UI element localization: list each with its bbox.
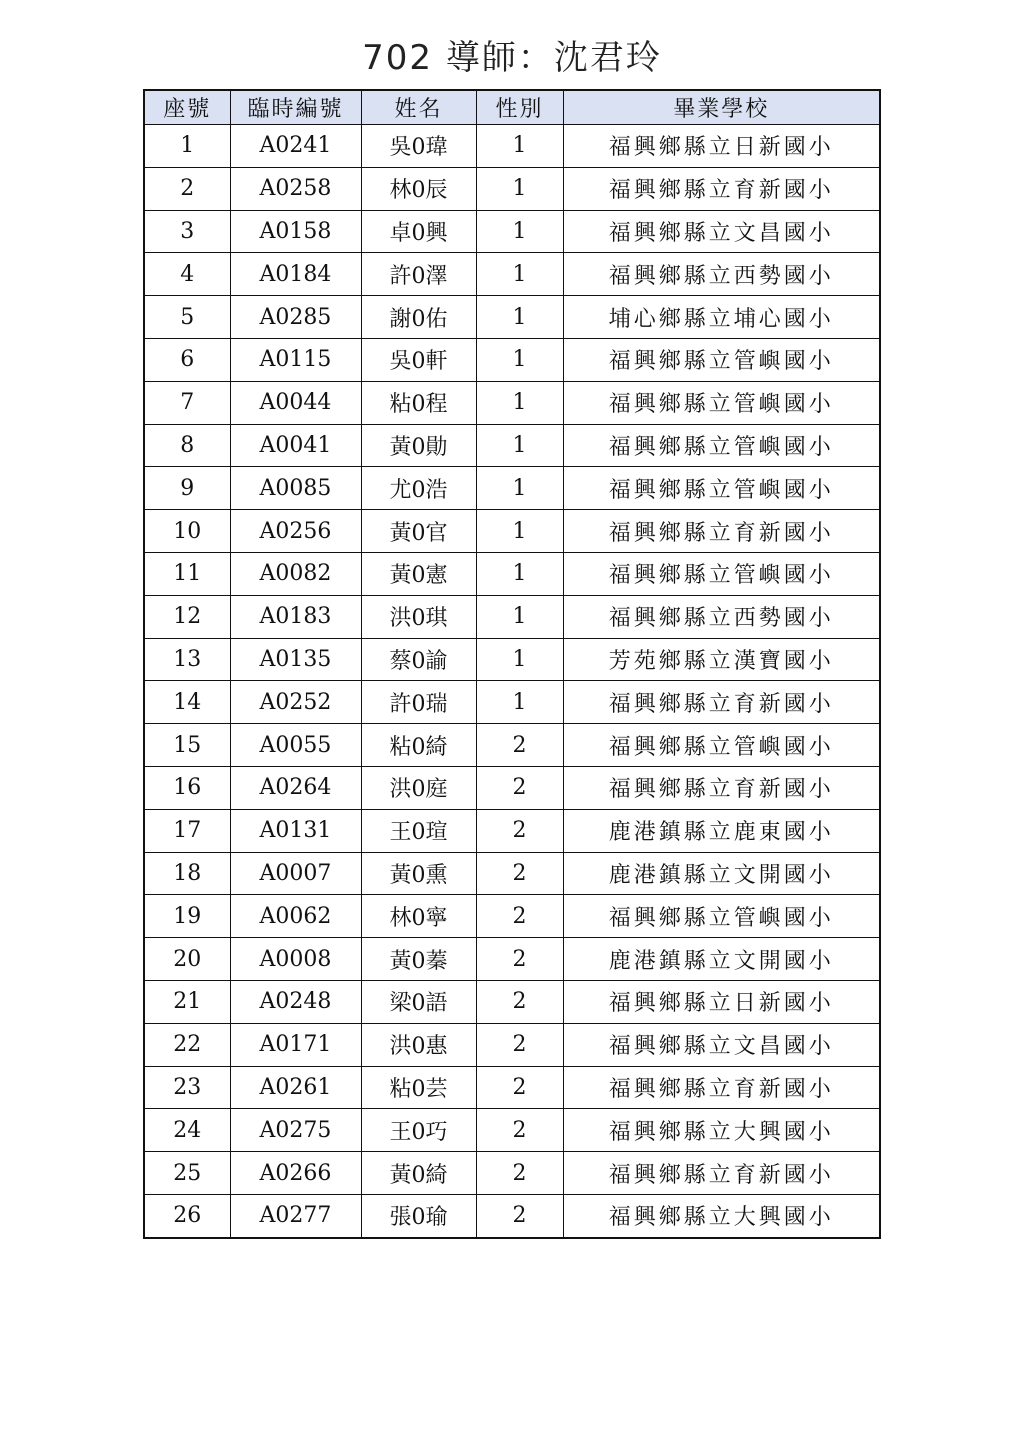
cell-school: 福興鄉縣立管嶼國小 (563, 381, 880, 424)
cell-seat-number: 8 (144, 424, 230, 467)
cell-school: 福興鄉縣立文昌國小 (563, 1023, 880, 1066)
cell-school: 福興鄉縣立育新國小 (563, 681, 880, 724)
header-row (144, 90, 880, 125)
cell-seat-number: 15 (144, 724, 230, 767)
cell-name: 黃0蓁 (361, 938, 476, 981)
header-name: 姓名 (361, 90, 476, 125)
cell-temp-id: A0241 (230, 125, 361, 168)
cell-school: 福興鄉縣立育新國小 (563, 1066, 880, 1109)
cell-school: 福興鄉縣立管嶼國小 (563, 895, 880, 938)
cell-school: 福興鄉縣立日新國小 (563, 125, 880, 168)
cell-seat-number: 9 (144, 467, 230, 510)
cell-seat-number: 21 (144, 980, 230, 1023)
cell-name: 黃0憲 (361, 552, 476, 595)
cell-school: 福興鄉縣立育新國小 (563, 1152, 880, 1195)
cell-name: 吳0軒 (361, 338, 476, 381)
cell-name: 吳0瑋 (361, 125, 476, 168)
table-row (144, 595, 880, 638)
table-row (144, 809, 880, 852)
cell-school: 福興鄉縣立大興國小 (563, 1194, 880, 1237)
cell-temp-id: A0183 (230, 595, 361, 638)
page-title: 702 導師：沈君玲 (362, 38, 662, 78)
cell-school: 福興鄉縣立育新國小 (563, 510, 880, 553)
cell-seat-number: 11 (144, 552, 230, 595)
table-row (144, 638, 880, 681)
table-row (144, 1152, 880, 1195)
cell-temp-id: A0062 (230, 895, 361, 938)
cell-gender: 2 (476, 1152, 563, 1195)
cell-temp-id: A0171 (230, 1023, 361, 1066)
cell-seat-number: 24 (144, 1109, 230, 1152)
cell-name: 黃0綺 (361, 1152, 476, 1195)
cell-temp-id: A0264 (230, 766, 361, 809)
cell-temp-id: A0007 (230, 852, 361, 895)
cell-seat-number: 17 (144, 809, 230, 852)
cell-seat-number: 7 (144, 381, 230, 424)
cell-temp-id: A0044 (230, 381, 361, 424)
table-row (144, 1109, 880, 1152)
cell-seat-number: 10 (144, 510, 230, 553)
cell-name: 洪0庭 (361, 766, 476, 809)
cell-seat-number: 26 (144, 1194, 230, 1237)
cell-temp-id: A0252 (230, 681, 361, 724)
table-row (144, 552, 880, 595)
cell-seat-number: 6 (144, 338, 230, 381)
cell-temp-id: A0261 (230, 1066, 361, 1109)
cell-temp-id: A0285 (230, 296, 361, 339)
cell-gender: 2 (476, 1109, 563, 1152)
cell-name: 黃0官 (361, 510, 476, 553)
cell-temp-id: A0277 (230, 1194, 361, 1237)
cell-school: 福興鄉縣立育新國小 (563, 766, 880, 809)
cell-temp-id: A0275 (230, 1109, 361, 1152)
table-row (144, 1194, 880, 1237)
table-row (144, 766, 880, 809)
cell-name: 黃0勛 (361, 424, 476, 467)
table-row (144, 467, 880, 510)
cell-name: 張0瑜 (361, 1194, 476, 1237)
cell-school: 鹿港鎮縣立鹿東國小 (563, 809, 880, 852)
cell-name: 粘0程 (361, 381, 476, 424)
cell-gender: 1 (476, 125, 563, 168)
table-row (144, 938, 880, 981)
cell-gender: 2 (476, 980, 563, 1023)
cell-gender: 2 (476, 938, 563, 981)
cell-school: 福興鄉縣立文昌國小 (563, 210, 880, 253)
header-gender: 性別 (476, 90, 563, 125)
cell-seat-number: 18 (144, 852, 230, 895)
cell-seat-number: 5 (144, 296, 230, 339)
table-row (144, 510, 880, 553)
table-row (144, 1023, 880, 1066)
cell-gender: 1 (476, 338, 563, 381)
cell-temp-id: A0184 (230, 253, 361, 296)
cell-temp-id: A0248 (230, 980, 361, 1023)
cell-school: 福興鄉縣立管嶼國小 (563, 424, 880, 467)
student-roster-table (143, 89, 881, 1239)
cell-temp-id: A0082 (230, 552, 361, 595)
cell-name: 王0巧 (361, 1109, 476, 1152)
cell-temp-id: A0256 (230, 510, 361, 553)
cell-gender: 1 (476, 467, 563, 510)
cell-name: 粘0綺 (361, 724, 476, 767)
cell-seat-number: 4 (144, 253, 230, 296)
cell-school: 福興鄉縣立日新國小 (563, 980, 880, 1023)
cell-gender: 1 (476, 638, 563, 681)
table-row (144, 980, 880, 1023)
cell-school: 福興鄉縣立管嶼國小 (563, 338, 880, 381)
cell-school: 埔心鄉縣立埔心國小 (563, 296, 880, 339)
cell-gender: 1 (476, 510, 563, 553)
cell-temp-id: A0085 (230, 467, 361, 510)
header-school: 畢業學校 (563, 90, 880, 125)
cell-gender: 2 (476, 1194, 563, 1237)
cell-temp-id: A0258 (230, 167, 361, 210)
cell-school: 福興鄉縣立大興國小 (563, 1109, 880, 1152)
cell-seat-number: 20 (144, 938, 230, 981)
cell-gender: 2 (476, 1023, 563, 1066)
cell-name: 洪0琪 (361, 595, 476, 638)
cell-gender: 1 (476, 381, 563, 424)
cell-gender: 2 (476, 1066, 563, 1109)
table-row (144, 895, 880, 938)
cell-name: 粘0芸 (361, 1066, 476, 1109)
cell-school: 福興鄉縣立管嶼國小 (563, 467, 880, 510)
table-row (144, 424, 880, 467)
table-header (144, 90, 880, 125)
cell-school: 福興鄉縣立西勢國小 (563, 253, 880, 296)
cell-name: 蔡0諭 (361, 638, 476, 681)
cell-name: 卓0興 (361, 210, 476, 253)
table-row (144, 681, 880, 724)
cell-temp-id: A0041 (230, 424, 361, 467)
cell-name: 黃0熏 (361, 852, 476, 895)
table-row (144, 167, 880, 210)
cell-seat-number: 19 (144, 895, 230, 938)
cell-seat-number: 2 (144, 167, 230, 210)
cell-gender: 1 (476, 296, 563, 339)
cell-name: 謝0佑 (361, 296, 476, 339)
cell-gender: 1 (476, 552, 563, 595)
cell-gender: 1 (476, 210, 563, 253)
cell-name: 洪0惠 (361, 1023, 476, 1066)
cell-seat-number: 1 (144, 125, 230, 168)
cell-school: 鹿港鎮縣立文開國小 (563, 938, 880, 981)
cell-name: 林0辰 (361, 167, 476, 210)
cell-gender: 1 (476, 167, 563, 210)
cell-school: 芳苑鄉縣立漢寶國小 (563, 638, 880, 681)
cell-seat-number: 13 (144, 638, 230, 681)
table-row (144, 381, 880, 424)
cell-gender: 2 (476, 895, 563, 938)
cell-seat-number: 25 (144, 1152, 230, 1195)
cell-gender: 1 (476, 253, 563, 296)
cell-seat-number: 12 (144, 595, 230, 638)
table-row (144, 253, 880, 296)
cell-school: 福興鄉縣立育新國小 (563, 167, 880, 210)
cell-gender: 2 (476, 724, 563, 767)
cell-seat-number: 14 (144, 681, 230, 724)
header-temp-id: 臨時編號 (230, 90, 361, 125)
cell-temp-id: A0158 (230, 210, 361, 253)
cell-temp-id: A0135 (230, 638, 361, 681)
cell-gender: 2 (476, 852, 563, 895)
cell-gender: 1 (476, 424, 563, 467)
cell-temp-id: A0055 (230, 724, 361, 767)
table-row (144, 125, 880, 168)
table-row (144, 724, 880, 767)
cell-school: 福興鄉縣立西勢國小 (563, 595, 880, 638)
cell-gender: 2 (476, 809, 563, 852)
header-seat-number: 座號 (144, 90, 230, 125)
cell-school: 鹿港鎮縣立文開國小 (563, 852, 880, 895)
cell-temp-id: A0115 (230, 338, 361, 381)
cell-school: 福興鄉縣立管嶼國小 (563, 552, 880, 595)
cell-name: 許0瑞 (361, 681, 476, 724)
cell-temp-id: A0008 (230, 938, 361, 981)
cell-name: 林0寧 (361, 895, 476, 938)
table-row (144, 1066, 880, 1109)
cell-name: 王0瑄 (361, 809, 476, 852)
cell-gender: 1 (476, 595, 563, 638)
cell-temp-id: A0131 (230, 809, 361, 852)
table-row (144, 852, 880, 895)
cell-seat-number: 3 (144, 210, 230, 253)
table-row (144, 296, 880, 339)
table-row (144, 338, 880, 381)
table-body (144, 125, 880, 1238)
cell-seat-number: 22 (144, 1023, 230, 1066)
cell-gender: 2 (476, 766, 563, 809)
cell-gender: 1 (476, 681, 563, 724)
cell-seat-number: 16 (144, 766, 230, 809)
cell-name: 許0澤 (361, 253, 476, 296)
cell-name: 梁0語 (361, 980, 476, 1023)
cell-name: 尤0浩 (361, 467, 476, 510)
cell-school: 福興鄉縣立管嶼國小 (563, 724, 880, 767)
cell-temp-id: A0266 (230, 1152, 361, 1195)
table-row (144, 210, 880, 253)
cell-seat-number: 23 (144, 1066, 230, 1109)
